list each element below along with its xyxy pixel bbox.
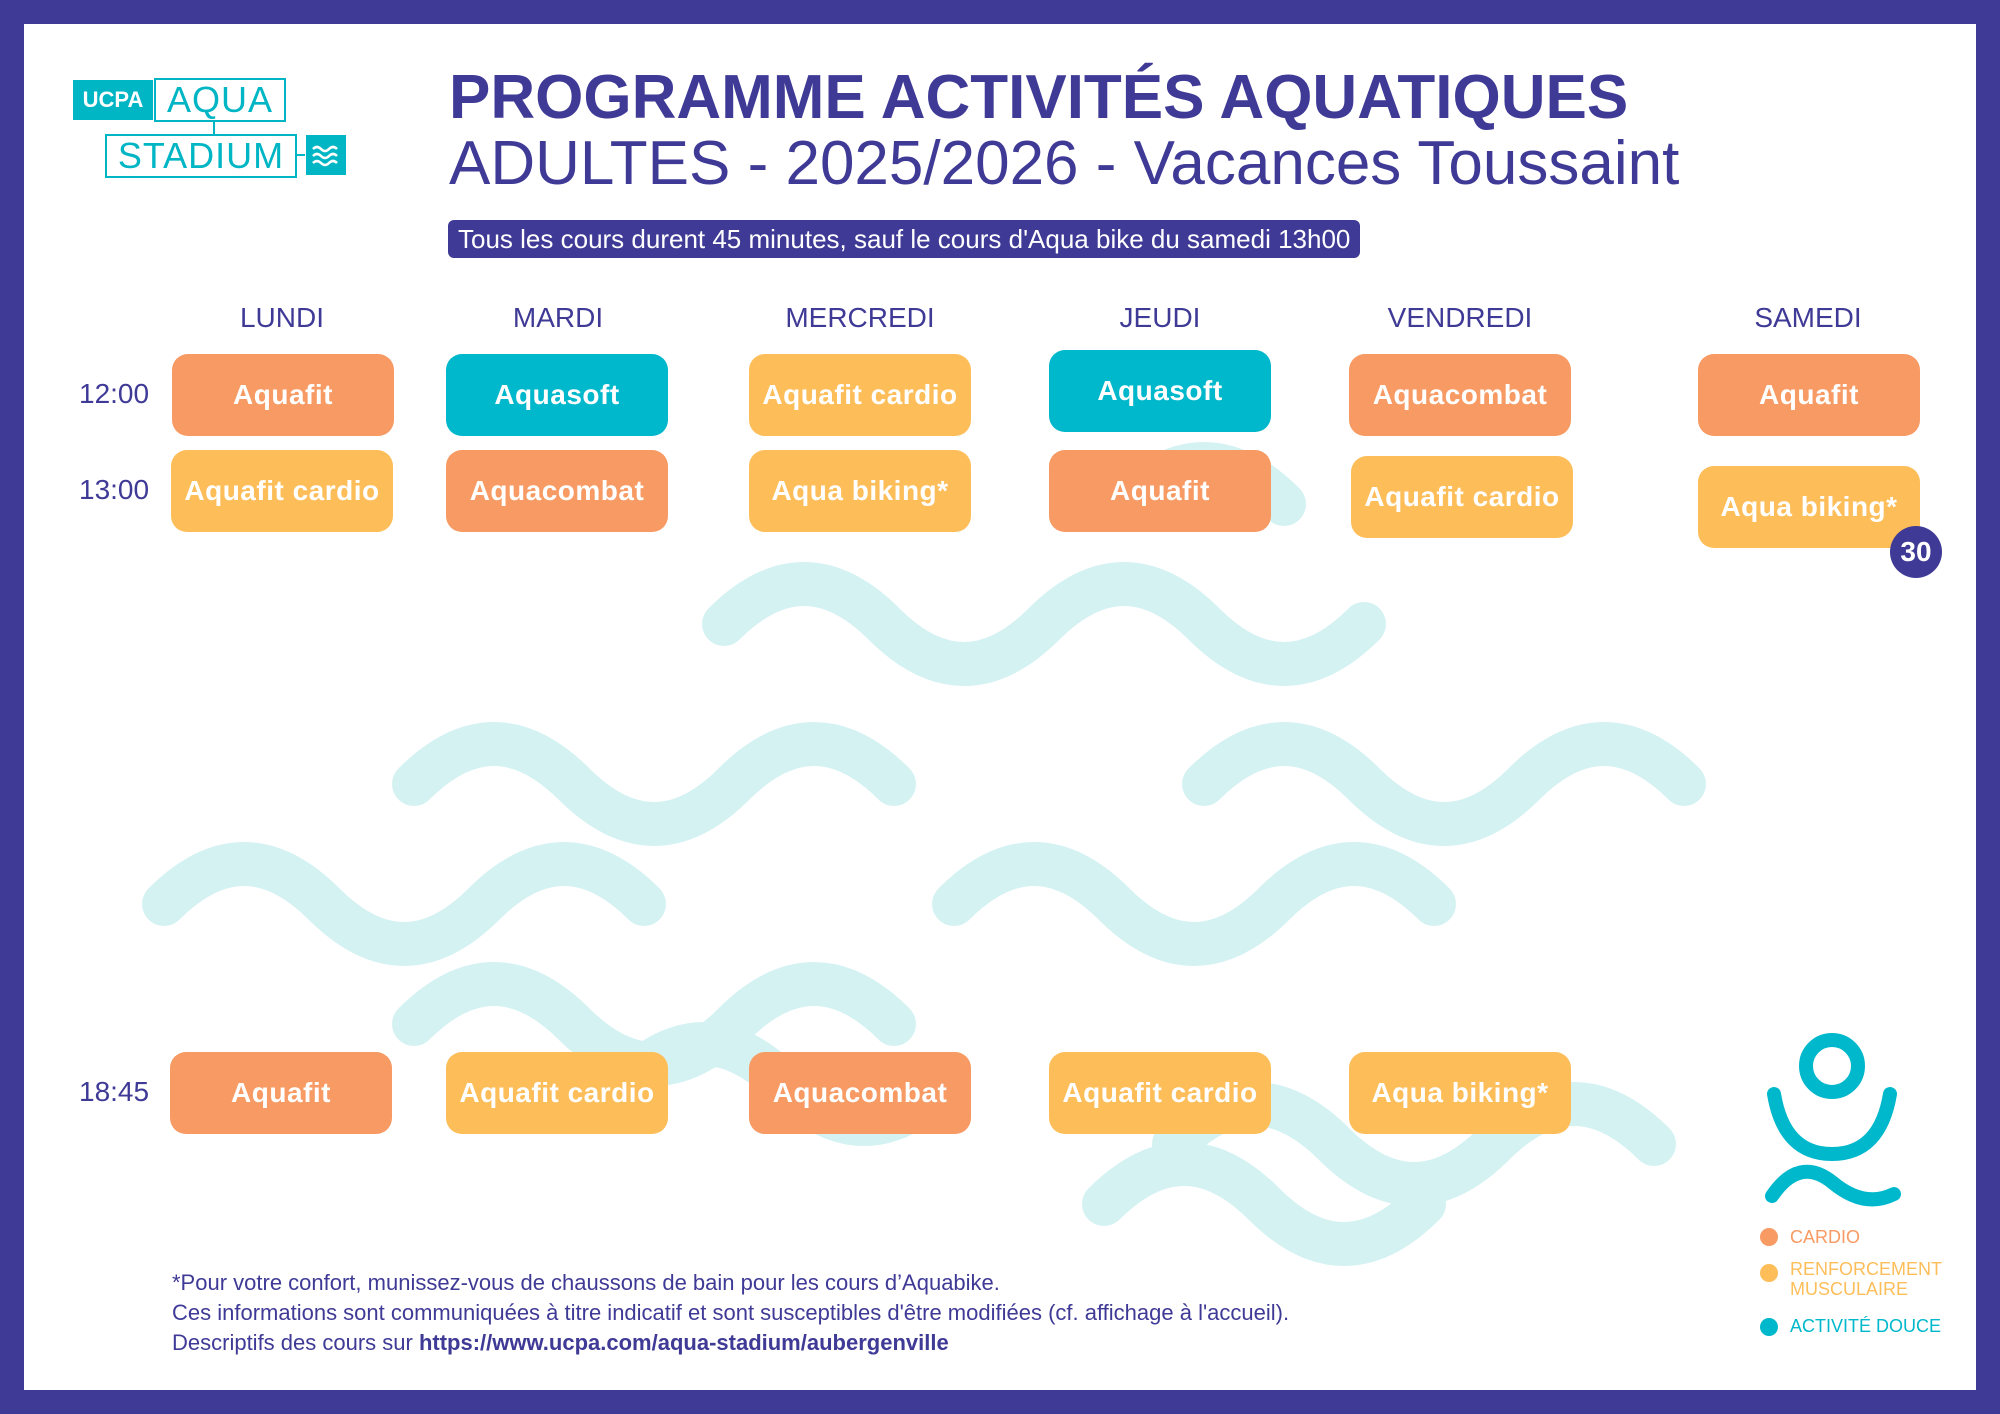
duration-badge: 30 [1890, 526, 1942, 578]
logo-stadium: STADIUM [105, 134, 297, 178]
logo-aqua: AQUA [154, 78, 286, 122]
class-lundi-1300: Aquafit cardio [171, 450, 393, 532]
duration-note: Tous les cours durent 45 minutes, sauf le cours d'Aqua bike du samedi 13h00 [448, 220, 1360, 258]
class-mardi-1845: Aquafit cardio [446, 1052, 668, 1134]
ucpa-aqua-stadium-logo [73, 78, 373, 208]
legend-renforcement-dot [1760, 1264, 1778, 1282]
legend-douce-dot [1760, 1318, 1778, 1336]
logo-ucpa: UCPA [73, 80, 153, 120]
legend-douce-label: ACTIVITÉ DOUCE [1790, 1316, 1942, 1336]
day-header-mardi: MARDI [512, 302, 604, 333]
page-subtitle: ADULTES - 2025/2026 - Vacances Toussaint [449, 129, 1680, 198]
legend-cardio-dot [1760, 1228, 1778, 1246]
time-label: 13:00 [79, 474, 150, 505]
class-vendredi-1845: Aqua biking* [1349, 1052, 1571, 1134]
class-lundi-1200: Aquafit [172, 354, 394, 436]
footnote-descriptions [172, 1328, 1289, 1358]
day-header-jeudi: JEUDI [1119, 302, 1201, 333]
class-mardi-1300: Aquacombat [446, 450, 668, 532]
legend-renforcement-label [1790, 1259, 1942, 1299]
class-jeudi-1845: Aquafit cardio [1049, 1052, 1271, 1134]
class-mardi-1200: Aquasoft [446, 354, 668, 436]
day-header-mercredi: MERCREDI [785, 302, 935, 333]
class-samedi-1300: Aqua biking* [1698, 466, 1920, 548]
day-header-lundi: LUNDI [239, 302, 324, 333]
swimmer-mascot-icon [1754, 1024, 1914, 1224]
time-label: 12:00 [79, 378, 150, 409]
poster-content [24, 24, 1976, 1390]
legend-renforcement-line1: RENFORCEMENT [1790, 1259, 1942, 1279]
footnote-disclaimer: Ces informations sont communiquées à titre indicatif et sont susceptibles d'être modifiées (cf. affichage à l'accueil). [172, 1300, 1290, 1325]
class-lundi-1845: Aquafit [170, 1052, 392, 1134]
footnotes [172, 1268, 1289, 1358]
legend-cardio-label: CARDIO [1790, 1227, 1861, 1247]
class-vendredi-1200: Aquacombat [1349, 354, 1571, 436]
footnote-descriptions-prefix: Descriptifs des cours sur [172, 1330, 419, 1355]
class-jeudi-1300: Aquafit [1049, 450, 1271, 532]
legend-renforcement-line2: MUSCULAIRE [1790, 1279, 1909, 1299]
logo-connector [213, 120, 215, 134]
class-mercredi-1200: Aquafit cardio [749, 354, 971, 436]
class-jeudi-1200: Aquasoft [1049, 350, 1271, 432]
day-header-samedi: SAMEDI [1754, 302, 1862, 333]
class-mercredi-1300: Aqua biking* [749, 450, 971, 532]
page-title: PROGRAMME ACTIVITÉS AQUATIQUES [449, 63, 1629, 132]
logo-connector [295, 154, 305, 156]
footnote-aquabike: *Pour votre confort, munissez-vous de chaussons de bain pour les cours d’Aquabike. [172, 1270, 1000, 1295]
ucpa-link[interactable]: https://www.ucpa.com/aqua-stadium/aubergenville [418, 1330, 949, 1355]
time-label: 18:45 [79, 1076, 150, 1107]
day-header-vendredi: VENDREDI [1387, 302, 1533, 333]
wave-icon [306, 135, 346, 175]
class-mercredi-1845: Aquacombat [749, 1052, 971, 1134]
class-vendredi-1300: Aquafit cardio [1351, 456, 1573, 538]
class-samedi-1200: Aquafit [1698, 354, 1920, 436]
